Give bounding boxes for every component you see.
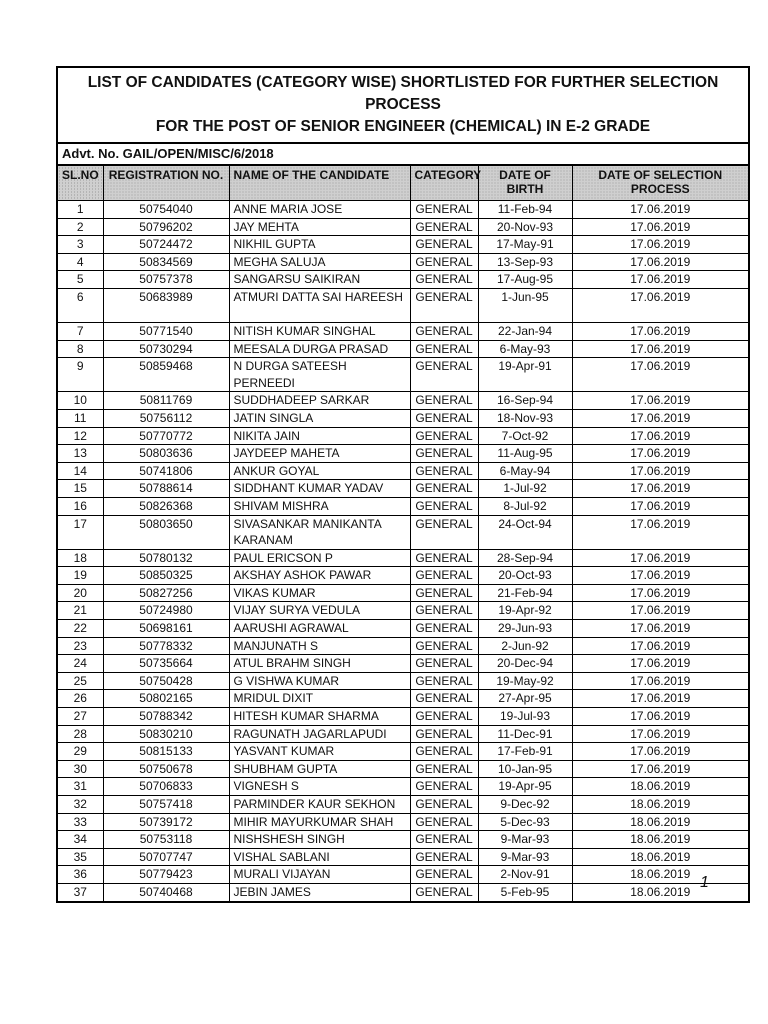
- cell-sl-no: 9: [57, 358, 103, 392]
- cell-sl-no: 7: [57, 322, 103, 340]
- cell-category: GENERAL: [410, 567, 478, 585]
- cell-candidate-name: MEGHA SALUJA: [229, 253, 410, 271]
- cell-sl-no: 32: [57, 796, 103, 814]
- cell-registration-no: 50815133: [103, 743, 229, 761]
- cell-date-of-birth: 21-Feb-94: [478, 584, 572, 602]
- cell-date-of-selection: 17.06.2019: [572, 218, 749, 236]
- cell-sl-no: 26: [57, 690, 103, 708]
- cell-sl-no: 22: [57, 620, 103, 638]
- cell-sl-no: 23: [57, 637, 103, 655]
- table-row: [57, 322, 749, 340]
- cell-category: GENERAL: [410, 409, 478, 427]
- table-row: [57, 288, 749, 322]
- cell-date-of-birth: 17-May-91: [478, 236, 572, 254]
- cell-sl-no: 3: [57, 236, 103, 254]
- header-date-of-selection: DATE OF SELECTION PROCESS: [572, 166, 749, 201]
- cell-category: GENERAL: [410, 218, 478, 236]
- cell-registration-no: 50803636: [103, 445, 229, 463]
- cell-candidate-name: PARMINDER KAUR SEKHON: [229, 796, 410, 814]
- cell-registration-no: 50811769: [103, 392, 229, 410]
- cell-category: GENERAL: [410, 515, 478, 549]
- cell-category: GENERAL: [410, 480, 478, 498]
- cell-sl-no: 25: [57, 672, 103, 690]
- cell-date-of-selection: 18.06.2019: [572, 883, 749, 901]
- cell-sl-no: 20: [57, 584, 103, 602]
- cell-registration-no: 50770772: [103, 427, 229, 445]
- cell-sl-no: 15: [57, 480, 103, 498]
- cell-category: GENERAL: [410, 883, 478, 901]
- cell-date-of-selection: 17.06.2019: [572, 340, 749, 358]
- cell-registration-no: 50753118: [103, 831, 229, 849]
- cell-sl-no: 6: [57, 288, 103, 322]
- table-row: [57, 340, 749, 358]
- cell-candidate-name: N DURGA SATEESH PERNEEDI: [229, 358, 410, 392]
- table-row: [57, 427, 749, 445]
- cell-sl-no: 1: [57, 201, 103, 219]
- cell-category: GENERAL: [410, 760, 478, 778]
- table-row: [57, 637, 749, 655]
- cell-date-of-selection: 17.06.2019: [572, 637, 749, 655]
- cell-category: GENERAL: [410, 201, 478, 219]
- cell-registration-no: 50771540: [103, 322, 229, 340]
- cell-category: GENERAL: [410, 637, 478, 655]
- cell-registration-no: 50757418: [103, 796, 229, 814]
- table-row: [57, 813, 749, 831]
- header-sl-no: SL.NO: [57, 166, 103, 201]
- cell-registration-no: 50796202: [103, 218, 229, 236]
- cell-date-of-selection: 17.06.2019: [572, 271, 749, 289]
- table-row: [57, 831, 749, 849]
- cell-sl-no: 34: [57, 831, 103, 849]
- cell-candidate-name: VISHAL SABLANI: [229, 848, 410, 866]
- cell-category: GENERAL: [410, 322, 478, 340]
- table-row: [57, 409, 749, 427]
- cell-candidate-name: ATMURI DATTA SAI HAREESH: [229, 288, 410, 322]
- cell-candidate-name: MRIDUL DIXIT: [229, 690, 410, 708]
- cell-date-of-selection: 17.06.2019: [572, 480, 749, 498]
- cell-registration-no: 50698161: [103, 620, 229, 638]
- table-row: [57, 549, 749, 567]
- table-body: [57, 201, 749, 902]
- cell-category: GENERAL: [410, 778, 478, 796]
- cell-date-of-birth: 19-Apr-91: [478, 358, 572, 392]
- cell-registration-no: 50780132: [103, 549, 229, 567]
- cell-date-of-selection: 17.06.2019: [572, 760, 749, 778]
- header-date-of-birth: DATE OF BIRTH: [478, 166, 572, 201]
- table-row: [57, 796, 749, 814]
- cell-date-of-selection: 18.06.2019: [572, 813, 749, 831]
- table-row: [57, 567, 749, 585]
- table-row: [57, 778, 749, 796]
- cell-candidate-name: NITISH KUMAR SINGHAL: [229, 322, 410, 340]
- table-row: [57, 584, 749, 602]
- cell-category: GENERAL: [410, 813, 478, 831]
- table-row: [57, 760, 749, 778]
- table-row: [57, 672, 749, 690]
- cell-candidate-name: JAY MEHTA: [229, 218, 410, 236]
- cell-candidate-name: VIGNESH S: [229, 778, 410, 796]
- table-row: [57, 866, 749, 884]
- table-row: [57, 271, 749, 289]
- cell-date-of-birth: 17-Feb-91: [478, 743, 572, 761]
- cell-sl-no: 29: [57, 743, 103, 761]
- candidates-table: [56, 165, 750, 903]
- cell-candidate-name: SIVASANKAR MANIKANTA KARANAM: [229, 515, 410, 549]
- cell-date-of-birth: 9-Dec-92: [478, 796, 572, 814]
- cell-sl-no: 37: [57, 883, 103, 901]
- cell-candidate-name: SANGARSU SAIKIRAN: [229, 271, 410, 289]
- cell-sl-no: 33: [57, 813, 103, 831]
- cell-date-of-birth: 11-Dec-91: [478, 725, 572, 743]
- cell-date-of-selection: 17.06.2019: [572, 655, 749, 673]
- cell-date-of-birth: 8-Jul-92: [478, 497, 572, 515]
- cell-registration-no: 50735664: [103, 655, 229, 673]
- advertisement-number: Advt. No. GAIL/OPEN/MISC/6/2018: [56, 142, 750, 165]
- cell-date-of-selection: 17.06.2019: [572, 201, 749, 219]
- cell-date-of-selection: 17.06.2019: [572, 672, 749, 690]
- cell-registration-no: 50859468: [103, 358, 229, 392]
- cell-registration-no: 50750678: [103, 760, 229, 778]
- cell-category: GENERAL: [410, 796, 478, 814]
- cell-date-of-selection: 17.06.2019: [572, 584, 749, 602]
- table-row: [57, 725, 749, 743]
- table-row: [57, 253, 749, 271]
- cell-category: GENERAL: [410, 271, 478, 289]
- cell-registration-no: 50802165: [103, 690, 229, 708]
- cell-sl-no: 24: [57, 655, 103, 673]
- cell-registration-no: 50757378: [103, 271, 229, 289]
- cell-registration-no: 50778332: [103, 637, 229, 655]
- cell-category: GENERAL: [410, 549, 478, 567]
- cell-category: GENERAL: [410, 655, 478, 673]
- cell-sl-no: 12: [57, 427, 103, 445]
- cell-date-of-birth: 17-Aug-95: [478, 271, 572, 289]
- cell-date-of-selection: 17.06.2019: [572, 236, 749, 254]
- cell-date-of-birth: 19-Apr-92: [478, 602, 572, 620]
- cell-date-of-selection: 17.06.2019: [572, 358, 749, 392]
- cell-date-of-selection: 17.06.2019: [572, 322, 749, 340]
- cell-date-of-birth: 1-Jul-92: [478, 480, 572, 498]
- cell-date-of-selection: 17.06.2019: [572, 743, 749, 761]
- table-row: [57, 392, 749, 410]
- cell-date-of-birth: 5-Dec-93: [478, 813, 572, 831]
- cell-date-of-selection: 17.06.2019: [572, 427, 749, 445]
- cell-date-of-birth: 19-Jul-93: [478, 708, 572, 726]
- table-row: [57, 620, 749, 638]
- cell-date-of-birth: 16-Sep-94: [478, 392, 572, 410]
- cell-date-of-birth: 19-May-92: [478, 672, 572, 690]
- cell-registration-no: 50739172: [103, 813, 229, 831]
- cell-category: GENERAL: [410, 236, 478, 254]
- cell-category: GENERAL: [410, 743, 478, 761]
- table-header-row: [57, 166, 749, 201]
- cell-date-of-selection: 18.06.2019: [572, 778, 749, 796]
- cell-date-of-selection: 17.06.2019: [572, 567, 749, 585]
- table-row: [57, 883, 749, 901]
- cell-date-of-selection: 17.06.2019: [572, 549, 749, 567]
- cell-date-of-selection: 18.06.2019: [572, 866, 749, 884]
- cell-registration-no: 50741806: [103, 462, 229, 480]
- cell-date-of-selection: 17.06.2019: [572, 725, 749, 743]
- cell-registration-no: 50756112: [103, 409, 229, 427]
- cell-candidate-name: JAYDEEP MAHETA: [229, 445, 410, 463]
- cell-date-of-selection: 17.06.2019: [572, 288, 749, 322]
- header-category: CATEGORY: [410, 166, 478, 201]
- cell-category: GENERAL: [410, 358, 478, 392]
- cell-date-of-selection: 17.06.2019: [572, 462, 749, 480]
- cell-date-of-birth: 10-Jan-95: [478, 760, 572, 778]
- cell-sl-no: 17: [57, 515, 103, 549]
- cell-candidate-name: ANNE MARIA JOSE: [229, 201, 410, 219]
- page-number-mark: 1: [700, 874, 709, 891]
- cell-sl-no: 4: [57, 253, 103, 271]
- cell-sl-no: 35: [57, 848, 103, 866]
- cell-candidate-name: SHIVAM MISHRA: [229, 497, 410, 515]
- cell-date-of-birth: 6-May-94: [478, 462, 572, 480]
- cell-date-of-birth: 20-Dec-94: [478, 655, 572, 673]
- cell-category: GENERAL: [410, 445, 478, 463]
- cell-candidate-name: NISHSHESH SINGH: [229, 831, 410, 849]
- cell-candidate-name: PAUL ERICSON P: [229, 549, 410, 567]
- cell-registration-no: 50834569: [103, 253, 229, 271]
- cell-category: GENERAL: [410, 866, 478, 884]
- cell-category: GENERAL: [410, 392, 478, 410]
- cell-registration-no: 50740468: [103, 883, 229, 901]
- cell-sl-no: 18: [57, 549, 103, 567]
- cell-sl-no: 8: [57, 340, 103, 358]
- cell-sl-no: 10: [57, 392, 103, 410]
- cell-category: GENERAL: [410, 462, 478, 480]
- cell-date-of-selection: 17.06.2019: [572, 620, 749, 638]
- cell-category: GENERAL: [410, 602, 478, 620]
- cell-candidate-name: MEESALA DURGA PRASAD: [229, 340, 410, 358]
- cell-date-of-birth: 1-Jun-95: [478, 288, 572, 322]
- table-row: [57, 515, 749, 549]
- cell-category: GENERAL: [410, 620, 478, 638]
- cell-sl-no: 13: [57, 445, 103, 463]
- cell-category: GENERAL: [410, 253, 478, 271]
- cell-candidate-name: NIKITA JAIN: [229, 427, 410, 445]
- cell-date-of-birth: 20-Nov-93: [478, 218, 572, 236]
- cell-candidate-name: SUDDHADEEP SARKAR: [229, 392, 410, 410]
- cell-date-of-selection: 17.06.2019: [572, 708, 749, 726]
- cell-date-of-birth: 24-Oct-94: [478, 515, 572, 549]
- cell-category: GENERAL: [410, 725, 478, 743]
- cell-date-of-birth: 27-Apr-95: [478, 690, 572, 708]
- table-row: [57, 655, 749, 673]
- cell-sl-no: 5: [57, 271, 103, 289]
- cell-date-of-selection: 17.06.2019: [572, 409, 749, 427]
- title-line-1: LIST OF CANDIDATES (CATEGORY WISE) SHORTLISTED FOR FURTHER SELECTION PROCESS: [87, 74, 719, 113]
- cell-sl-no: 30: [57, 760, 103, 778]
- cell-sl-no: 11: [57, 409, 103, 427]
- cell-candidate-name: G VISHWA KUMAR: [229, 672, 410, 690]
- cell-registration-no: 50779423: [103, 866, 229, 884]
- table-row: [57, 602, 749, 620]
- cell-registration-no: 50724980: [103, 602, 229, 620]
- cell-date-of-birth: 18-Nov-93: [478, 409, 572, 427]
- cell-sl-no: 31: [57, 778, 103, 796]
- cell-date-of-selection: 17.06.2019: [572, 515, 749, 549]
- cell-candidate-name: JEBIN JAMES: [229, 883, 410, 901]
- cell-date-of-birth: 20-Oct-93: [478, 567, 572, 585]
- cell-registration-no: 50707747: [103, 848, 229, 866]
- cell-candidate-name: YASVANT KUMAR: [229, 743, 410, 761]
- cell-candidate-name: AARUSHI AGRAWAL: [229, 620, 410, 638]
- cell-sl-no: 28: [57, 725, 103, 743]
- cell-date-of-birth: 13-Sep-93: [478, 253, 572, 271]
- table-row: [57, 218, 749, 236]
- cell-registration-no: 50826368: [103, 497, 229, 515]
- cell-candidate-name: JATIN SINGLA: [229, 409, 410, 427]
- cell-registration-no: 50724472: [103, 236, 229, 254]
- cell-category: GENERAL: [410, 831, 478, 849]
- cell-candidate-name: VIJAY SURYA VEDULA: [229, 602, 410, 620]
- table-row: [57, 445, 749, 463]
- cell-registration-no: 50788342: [103, 708, 229, 726]
- cell-candidate-name: SIDDHANT KUMAR YADAV: [229, 480, 410, 498]
- cell-category: GENERAL: [410, 848, 478, 866]
- cell-category: GENERAL: [410, 672, 478, 690]
- cell-candidate-name: MIHIR MAYURKUMAR SHAH: [229, 813, 410, 831]
- cell-date-of-selection: 17.06.2019: [572, 392, 749, 410]
- document-page: [56, 66, 750, 903]
- table-row: [57, 358, 749, 392]
- table-row: [57, 708, 749, 726]
- cell-candidate-name: VIKAS KUMAR: [229, 584, 410, 602]
- title-line-2: FOR THE POST OF SENIOR ENGINEER (CHEMICAL) IN E-2 GRADE: [155, 118, 651, 135]
- cell-category: GENERAL: [410, 340, 478, 358]
- table-row: [57, 690, 749, 708]
- cell-candidate-name: MURALI VIJAYAN: [229, 866, 410, 884]
- cell-registration-no: 50683989: [103, 288, 229, 322]
- table-row: [57, 236, 749, 254]
- cell-sl-no: 16: [57, 497, 103, 515]
- cell-category: GENERAL: [410, 708, 478, 726]
- cell-date-of-birth: 29-Jun-93: [478, 620, 572, 638]
- cell-sl-no: 19: [57, 567, 103, 585]
- cell-registration-no: 50827256: [103, 584, 229, 602]
- cell-date-of-selection: 17.06.2019: [572, 602, 749, 620]
- cell-category: GENERAL: [410, 427, 478, 445]
- cell-date-of-birth: 19-Apr-95: [478, 778, 572, 796]
- cell-date-of-birth: 9-Mar-93: [478, 831, 572, 849]
- cell-date-of-selection: 18.06.2019: [572, 831, 749, 849]
- cell-candidate-name: MANJUNATH S: [229, 637, 410, 655]
- cell-category: GENERAL: [410, 288, 478, 322]
- table-row: [57, 848, 749, 866]
- table-row: [57, 743, 749, 761]
- table-row: [57, 462, 749, 480]
- table-row: [57, 480, 749, 498]
- cell-date-of-selection: 17.06.2019: [572, 497, 749, 515]
- cell-date-of-birth: 9-Mar-93: [478, 848, 572, 866]
- cell-date-of-birth: 11-Feb-94: [478, 201, 572, 219]
- table-row: [57, 201, 749, 219]
- cell-date-of-selection: 17.06.2019: [572, 253, 749, 271]
- cell-category: GENERAL: [410, 497, 478, 515]
- cell-sl-no: 27: [57, 708, 103, 726]
- cell-date-of-birth: 5-Feb-95: [478, 883, 572, 901]
- cell-sl-no: 21: [57, 602, 103, 620]
- cell-category: GENERAL: [410, 584, 478, 602]
- cell-registration-no: 50754040: [103, 201, 229, 219]
- cell-date-of-selection: 18.06.2019: [572, 848, 749, 866]
- cell-candidate-name: AKSHAY ASHOK PAWAR: [229, 567, 410, 585]
- cell-candidate-name: RAGUNATH JAGARLAPUDI: [229, 725, 410, 743]
- cell-sl-no: 14: [57, 462, 103, 480]
- cell-date-of-birth: 22-Jan-94: [478, 322, 572, 340]
- cell-candidate-name: HITESH KUMAR SHARMA: [229, 708, 410, 726]
- cell-registration-no: 50706833: [103, 778, 229, 796]
- document-title: [56, 66, 750, 142]
- cell-candidate-name: ANKUR GOYAL: [229, 462, 410, 480]
- cell-category: GENERAL: [410, 690, 478, 708]
- cell-registration-no: 50803650: [103, 515, 229, 549]
- cell-date-of-birth: 11-Aug-95: [478, 445, 572, 463]
- cell-date-of-birth: 2-Jun-92: [478, 637, 572, 655]
- cell-registration-no: 50750428: [103, 672, 229, 690]
- header-registration-no: REGISTRATION NO.: [103, 166, 229, 201]
- cell-candidate-name: NIKHIL GUPTA: [229, 236, 410, 254]
- cell-date-of-birth: 28-Sep-94: [478, 549, 572, 567]
- cell-date-of-birth: 6-May-93: [478, 340, 572, 358]
- table-row: [57, 497, 749, 515]
- cell-candidate-name: SHUBHAM GUPTA: [229, 760, 410, 778]
- cell-registration-no: 50830210: [103, 725, 229, 743]
- cell-date-of-selection: 17.06.2019: [572, 445, 749, 463]
- cell-sl-no: 2: [57, 218, 103, 236]
- cell-sl-no: 36: [57, 866, 103, 884]
- cell-date-of-birth: 7-Oct-92: [478, 427, 572, 445]
- cell-date-of-selection: 17.06.2019: [572, 690, 749, 708]
- cell-registration-no: 50850325: [103, 567, 229, 585]
- header-candidate-name: NAME OF THE CANDIDATE: [229, 166, 410, 201]
- cell-registration-no: 50788614: [103, 480, 229, 498]
- cell-candidate-name: ATUL BRAHM SINGH: [229, 655, 410, 673]
- cell-date-of-birth: 2-Nov-91: [478, 866, 572, 884]
- cell-registration-no: 50730294: [103, 340, 229, 358]
- cell-date-of-selection: 18.06.2019: [572, 796, 749, 814]
